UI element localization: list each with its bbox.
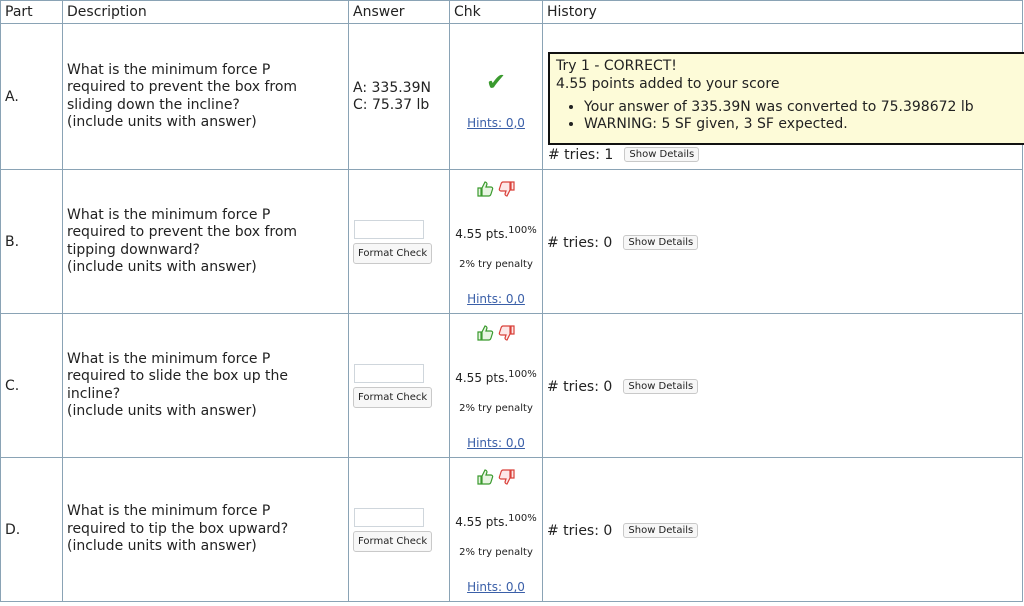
feedback-item: • WARNING: 5 SF given, 3 SF expected. [584,116,1020,133]
hints-link[interactable]: Hints: 0,0 [467,436,525,450]
tries-count: # tries: 0 [547,379,613,395]
check-cell [450,458,543,602]
description-line: required to slide the box up the [67,368,289,384]
description-line: What is the minimum force P [67,350,271,367]
description-line: (include units with answer) [67,538,257,555]
feedback-box [548,52,1024,145]
description-line: What is the minimum force P [67,61,271,78]
show-details-button[interactable]: Show Details [623,235,698,250]
format-check-button[interactable]: Format Check [353,387,432,408]
try-penalty: 2% try penalty [459,547,533,558]
description-line: required to tip the box upward? [67,520,289,537]
description-line: (include units with answer) [67,114,257,130]
header-part: Part [1,1,63,24]
points-value [450,513,542,529]
header-chk: Chk [450,1,543,24]
submitted-answer [349,24,450,170]
feedback-item: • Your answer of 335.39N was converted to 75.398672 lb [584,99,1020,116]
table-row-c [1,314,1023,458]
question-description [63,314,349,458]
checkmark-icon: ✔ [485,67,507,96]
description-line: sliding down the incline? [67,96,240,113]
check-cell [450,24,543,170]
answer-cell [349,170,450,314]
part-label: A. [1,24,63,170]
rating-icons [475,179,517,199]
points-value [450,369,542,385]
tries-count: # tries: 0 [547,235,613,251]
rating-icons [475,467,517,487]
thumbs-down-icon[interactable] [497,179,517,199]
history-cell [543,314,1023,458]
answer-line: A: 335.39N [353,79,431,96]
table-row-a [1,24,1023,170]
points-value [450,225,542,241]
history-cell [543,458,1023,602]
hints-link[interactable]: Hints: 0,0 [467,115,525,130]
table-row-b [1,170,1023,314]
part-label: B. [1,170,63,314]
points-percent: 100% [508,513,537,524]
feedback-title: Try 1 - CORRECT! [556,57,677,74]
answer-input[interactable] [354,220,424,239]
description-line: What is the minimum force P [67,206,271,223]
header-description: Description [63,1,349,24]
header-answer: Answer [349,1,450,24]
answer-line: C: 75.37 lb [353,96,430,113]
description-line: (include units with answer) [67,403,257,419]
points-text: 4.55 pts. [455,515,509,529]
points-percent: 100% [508,369,537,380]
thumbs-up-icon[interactable] [475,323,495,343]
thumbs-down-icon[interactable] [497,323,517,343]
tries-count: # tries: 1 [548,147,614,163]
description-line: incline? [67,385,121,402]
header-row [1,1,1023,24]
check-cell [450,170,543,314]
points-text: 4.55 pts. [455,227,509,241]
description-line: (include units with answer) [67,259,257,275]
thumbs-down-icon[interactable] [497,467,517,487]
show-details-button[interactable]: Show Details [623,379,698,394]
description-line: tipping downward? [67,241,200,258]
answer-input[interactable] [354,364,424,383]
answer-cell [349,314,450,458]
header-history: History [543,1,1023,24]
question-description [63,170,349,314]
description-line: required to prevent the box from [67,79,298,95]
answer-cell [349,458,450,602]
part-label: C. [1,314,63,458]
thumbs-up-icon[interactable] [475,179,495,199]
history-cell [543,24,1023,170]
format-check-button[interactable]: Format Check [353,531,432,552]
show-details-button[interactable]: Show Details [623,523,698,538]
part-label: D. [1,458,63,602]
points-text: 4.55 pts. [455,371,509,385]
try-penalty: 2% try penalty [459,403,533,414]
question-description [63,458,349,602]
thumbs-up-icon[interactable] [475,467,495,487]
hints-link[interactable]: Hints: 0,0 [467,580,525,594]
answer-input[interactable] [354,508,424,527]
table-row-d [1,458,1023,602]
question-description [63,24,349,170]
history-cell [543,170,1023,314]
format-check-button[interactable]: Format Check [353,243,432,264]
tries-row [548,144,699,163]
points-percent: 100% [508,225,537,236]
feedback-subtitle: 4.55 points added to your score [556,75,780,92]
description-line: What is the minimum force P [67,503,271,520]
tries-count: # tries: 0 [547,523,613,539]
rating-icons [475,323,517,343]
description-line: required to prevent the box from [67,224,298,240]
check-cell [450,314,543,458]
hints-link[interactable]: Hints: 0,0 [467,292,525,306]
show-details-button[interactable]: Show Details [624,147,699,162]
feedback-list [556,99,1020,133]
try-penalty: 2% try penalty [459,259,533,270]
